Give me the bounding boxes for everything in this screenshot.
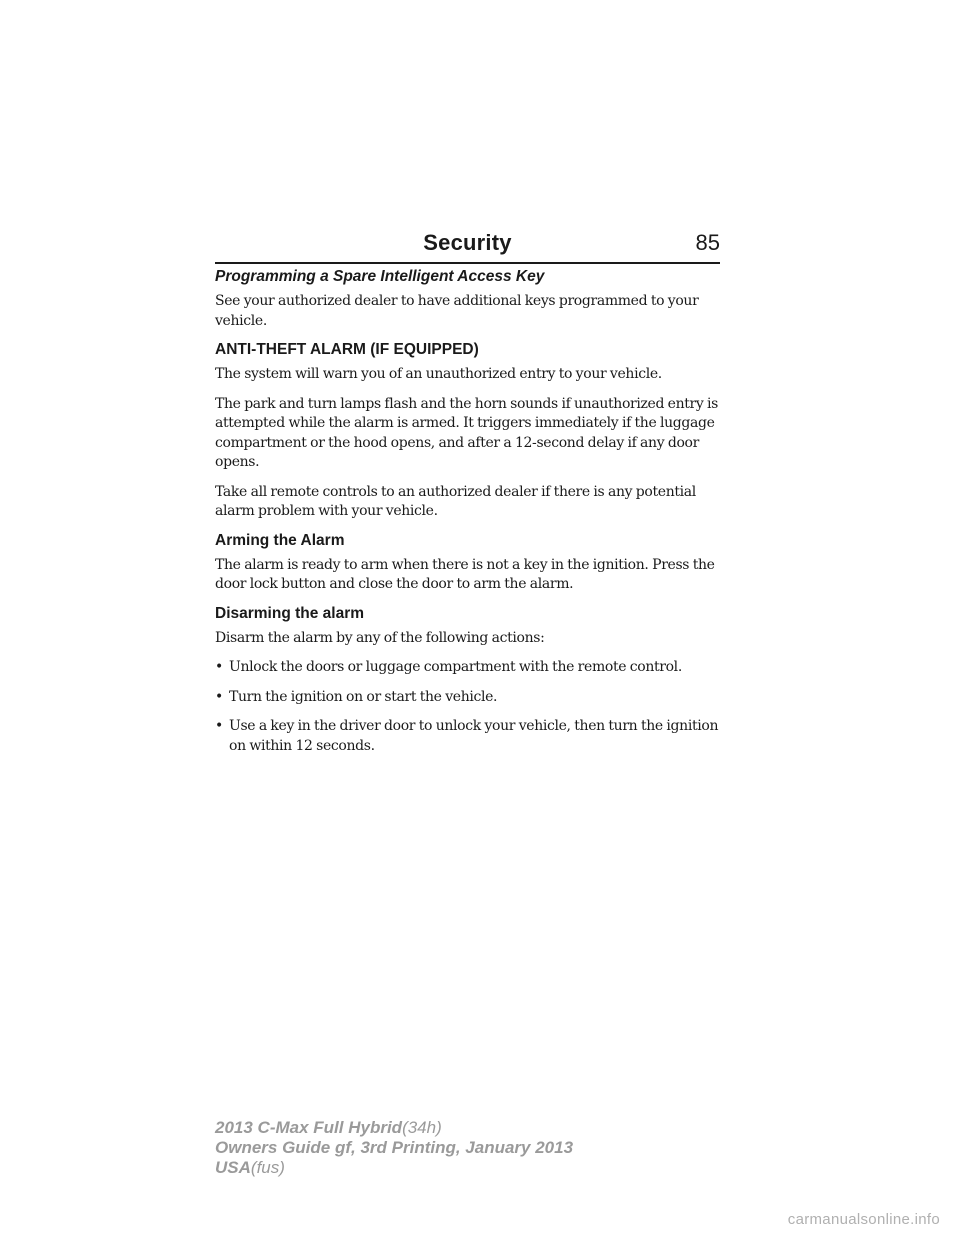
page-header — [215, 228, 720, 264]
arming-heading: Arming the Alarm — [215, 531, 345, 549]
list-item — [215, 717, 720, 756]
bullet-icon: • — [215, 718, 223, 734]
spare-key-heading: Programming a Spare Intelligent Access Key — [215, 268, 545, 285]
alarm-paragraph-3: Take all remote controls to an authorized dealer if there is any potential alarm problem with your vehicle. — [215, 483, 696, 519]
list-item-text: Unlock the doors or luggage compartment with the remote control. — [229, 659, 682, 675]
footer-line-2: Owners Guide gf, 3rd Printing, January 2013 — [215, 1138, 574, 1157]
watermark: carmanualsonline.info — [787, 1211, 940, 1228]
footer-line-3 — [215, 1158, 573, 1178]
footer-model-code: (34h) — [402, 1118, 442, 1137]
alarm-heading: ANTI-THEFT ALARM (IF EQUIPPED) — [215, 341, 479, 358]
disarming-list — [215, 658, 720, 756]
document-footer — [215, 1118, 573, 1178]
footer-market-code: (fus) — [250, 1158, 285, 1177]
footer-market: USA — [215, 1158, 251, 1177]
alarm-paragraph-1: The system will warn you of an unauthorized entry to your vehicle. — [215, 366, 662, 382]
footer-model: 2013 C-Max Full Hybrid — [215, 1118, 403, 1137]
disarming-intro: Disarm the alarm by any of the following actions: — [215, 629, 545, 646]
list-item-text: Use a key in the driver door to unlock your vehicle, then turn the ignition on within 12 seconds. — [229, 718, 719, 754]
list-item-text: Turn the ignition on or start the vehicle. — [229, 688, 498, 705]
list-item — [215, 658, 720, 678]
section-title: Security — [423, 230, 512, 255]
spare-key-text: See your authorized dealer to have additional keys programmed to your vehicle. — [215, 293, 699, 329]
list-item — [215, 688, 720, 708]
page-content — [215, 268, 720, 766]
alarm-paragraph-2: The park and turn lamps flash and the horn sounds if unauthorized entry is attempted while the alarm is armed. It triggers immediately if the luggage compartment or the hood opens, and after a 12-second delay if any door opens. — [215, 395, 719, 470]
bullet-icon: • — [215, 688, 223, 705]
page-number: 85 — [695, 230, 720, 255]
arming-text: The alarm is ready to arm when there is not a key in the ignition. Press the door lock button and close the door to arm the alarm. — [215, 556, 715, 592]
bullet-icon: • — [215, 659, 223, 675]
disarming-heading: Disarming the alarm — [215, 604, 365, 622]
footer-line-1 — [215, 1118, 573, 1138]
